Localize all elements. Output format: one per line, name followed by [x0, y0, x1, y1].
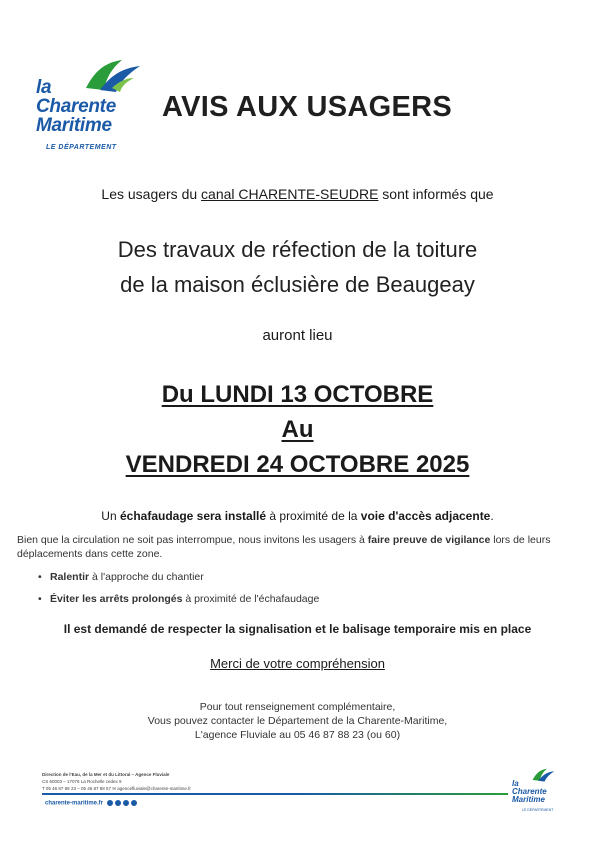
footer-phone: T 05 46 87 88 23 – 05 46 87 88 57 ✉ agencefluviale@charente-maritime.fr — [42, 786, 191, 791]
date-to-word: Au — [281, 416, 314, 443]
social-icon[interactable] — [123, 800, 129, 806]
footer-logo-subtitle: LE DÉPARTEMENT — [522, 808, 554, 812]
bullet-icon: • — [38, 571, 42, 583]
logo-subtitle: LE DÉPARTEMENT — [46, 144, 117, 151]
footer-address-1: Direction de l'Eau, de la Mer et du Littoral – Agence Fluviale — [42, 772, 170, 777]
contact-line-3: L'agence Fluviale au 05 46 87 88 23 (ou 60) — [194, 729, 401, 741]
list-item: • Ralentir à l'approche du chantier — [38, 571, 204, 583]
social-icon[interactable] — [131, 800, 137, 806]
intro-text — [0, 186, 595, 202]
thanks-text: Merci de votre compréhension — [210, 656, 385, 671]
social-icon[interactable] — [107, 800, 113, 806]
footer-logo-wordmark: la Charente Maritime — [512, 779, 547, 804]
contact-block — [0, 700, 595, 742]
footer-divider — [42, 793, 508, 795]
contact-line-2: Vous pouvez contacter le Département de la Charente-Maritime, — [147, 715, 448, 727]
page-title: AVIS AUX USAGERS — [162, 91, 453, 123]
intro-after: sont informés que — [378, 186, 494, 202]
bullet-icon: • — [38, 593, 42, 605]
works-line-2: de la maison éclusière de Beaugeay — [120, 272, 475, 297]
footer-logo — [512, 768, 562, 818]
works-line-1: Des travaux de réfection de la toiture — [117, 237, 478, 262]
social-icon[interactable] — [115, 800, 121, 806]
footer-website[interactable] — [45, 800, 137, 807]
signage-request: Il est demandé de respecter la signalisation et le balisage temporaire mis en place — [63, 622, 532, 636]
date-from: Du LUNDI 13 OCTOBRE — [161, 381, 434, 408]
department-logo — [36, 58, 146, 158]
vigilance-paragraph: Bien que la circulation ne soit pas interrompue, nous invitons les usagers à faire preuve de vigilance lors de leurs déplacements dans cette zone. — [17, 534, 551, 560]
footer-address-2: CS 60003 – 17076 La Rochelle cedex 9 — [42, 779, 122, 784]
works-description — [0, 232, 595, 302]
scaffold-notice: Un échafaudage sera installé à proximité de la voie d'accès adjacente. — [101, 509, 494, 523]
logo-wordmark: la Charente Maritime — [36, 77, 116, 136]
auront-lieu: auront lieu — [262, 327, 333, 344]
dates-block — [0, 377, 595, 482]
date-to: VENDREDI 24 OCTOBRE 2025 — [125, 451, 470, 478]
contact-line-1: Pour tout renseignement complémentaire, — [199, 701, 396, 713]
footer-website-link[interactable]: charente-maritime.fr — [45, 800, 104, 807]
intro-before: Les usagers du — [101, 186, 202, 202]
canal-name: canal CHARENTE-SEUDRE — [201, 186, 379, 202]
list-item: • Éviter les arrêts prolongés à proximité de l'échafaudage — [38, 593, 320, 605]
